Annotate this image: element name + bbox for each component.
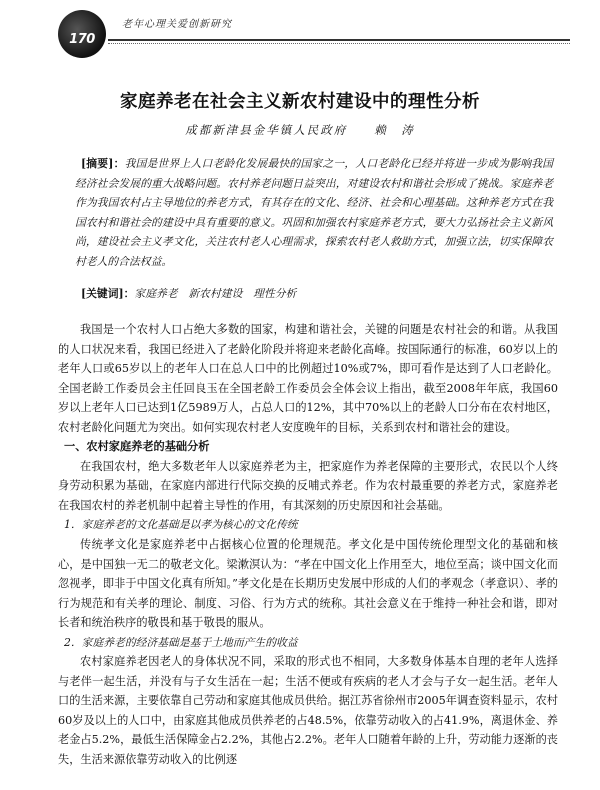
journal-title: 老年心理关爱创新研究	[122, 19, 232, 30]
body-paragraph-1: 我国是一个农村人口占绝大多数的国家，构建和谐社会，关键的问题是农村社会的和谐。从我国的人口状况来看，我国已经进入了老龄化阶段并将迎来老龄化高峰。按国际通行的标准，60岁以上的老年人口或65岁以上的老年人口在总人口中的比例超过10%或7%，即可看作是达到了人口老龄化。全国老龄工作委员会主任回良玉在全国老龄工作委员会全体会议上指出，截至2008年年底，我国60岁以上老年人口已达到1亿5989万人，占总人口的12%，其中70%以上的老龄人口分布在农村地区，农村老龄化问题尤为突出。如何实现农村老人安度晚年的目标，关系到农村和谐社会的建设。	[58, 323, 558, 434]
keywords-label: [关键词]：	[81, 287, 135, 300]
subsection-heading-2: 2．家庭养老的经济基础是基于土地而产生的收益	[64, 635, 298, 649]
abstract-text: 我国是世界上人口老龄化发展最快的国家之一，人口老龄化已经并将进一步成为影响我国经济社会发展的重大战略问题。农村养老问题日益突出，对建设农村和谐社会形成了挑战。家庭养老作为我国农村占主导地位的养老方式，有其存在的文化、经济、社会和心理基础。这种养老方式在我国农村和谐社会的建设中具有重要的意义。巩固和加强农村家庭养老方式，要大力弘扬社会主义新风尚，建设社会主义孝文化，关注农村老人心理需求，探索农村老人救助方式，加强立法，切实保障农村老人的合法权益。	[75, 157, 553, 268]
body-paragraph-3: 传统孝文化是家庭养老中占据核心位置的伦理规范。孝文化是中国传统伦理型文化的基础和核心，是中国独一无二的敬老文化。梁漱溟认为：“孝在中国文化上作用至大，地位至高；谈中国文化而忽视孝，即非于中国文化真有所知。”孝文化是在长期历史发展中形成的人们的孝观念（孝意识）、孝的行为规范和有关孝的理论、制度、习俗、行为方式的统称。其社会意义在于维持一种社会和谐，即对长者和统治秩序的敬畏和基于敬畏的服从。	[58, 538, 558, 630]
page-number: 170	[69, 32, 95, 47]
body-paragraph-2: 在我国农村，绝大多数老年人以家庭养老为主，把家庭作为养老保障的主要形式，农民以个人终身劳动积累为基础，在家庭内部进行代际交换的反哺式养老。作为农村最重要的养老方式，家庭养老在我国农村的养老机制中起着主导性的作用，有其深刻的历史原因和社会基础。	[58, 459, 558, 512]
abstract-label: [摘要]：	[81, 157, 125, 170]
article-body	[58, 320, 558, 770]
header-rule	[108, 39, 570, 41]
header-rule-dotted	[108, 43, 570, 44]
subsection-heading-1: 1．家庭养老的文化基础是以孝为核心的文化传统	[64, 518, 298, 532]
article-title: 家庭养老在社会主义新农村建设中的理性分析	[120, 92, 480, 112]
section-heading-1: 一、农村家庭养老的基础分析	[64, 440, 210, 454]
article-author: 成都新津县金华镇人民政府 赖 涛	[185, 123, 415, 137]
keywords	[81, 286, 296, 301]
page-header	[0, 0, 600, 60]
abstract	[75, 154, 553, 271]
keywords-text: 家庭养老 新农村建设 理性分析	[134, 287, 297, 300]
body-paragraph-4: 农村家庭养老因老人的身体状况不同，采取的形式也不相同，大多数身体基本自理的老年人选择与老伴一起生活，并没有与子女生活在一起；生活不便或有疾病的老人才会与子女一起生活。老年人口的生活来源，主要依靠自己劳动和家庭其他成员供给。据江苏省徐州市2005年调查资料显示，农村60岁及以上的人口中，由家庭其他成员供养老的占48.5%，依靠劳动收入的占41.9%，离退休金、养老金占5.2%，最低生活保障金占2.2%，其他占2.2%。老年人口随着年龄的上升，劳动能力逐渐的丧失，生活来源依靠劳动收入的比例逐	[58, 655, 558, 767]
